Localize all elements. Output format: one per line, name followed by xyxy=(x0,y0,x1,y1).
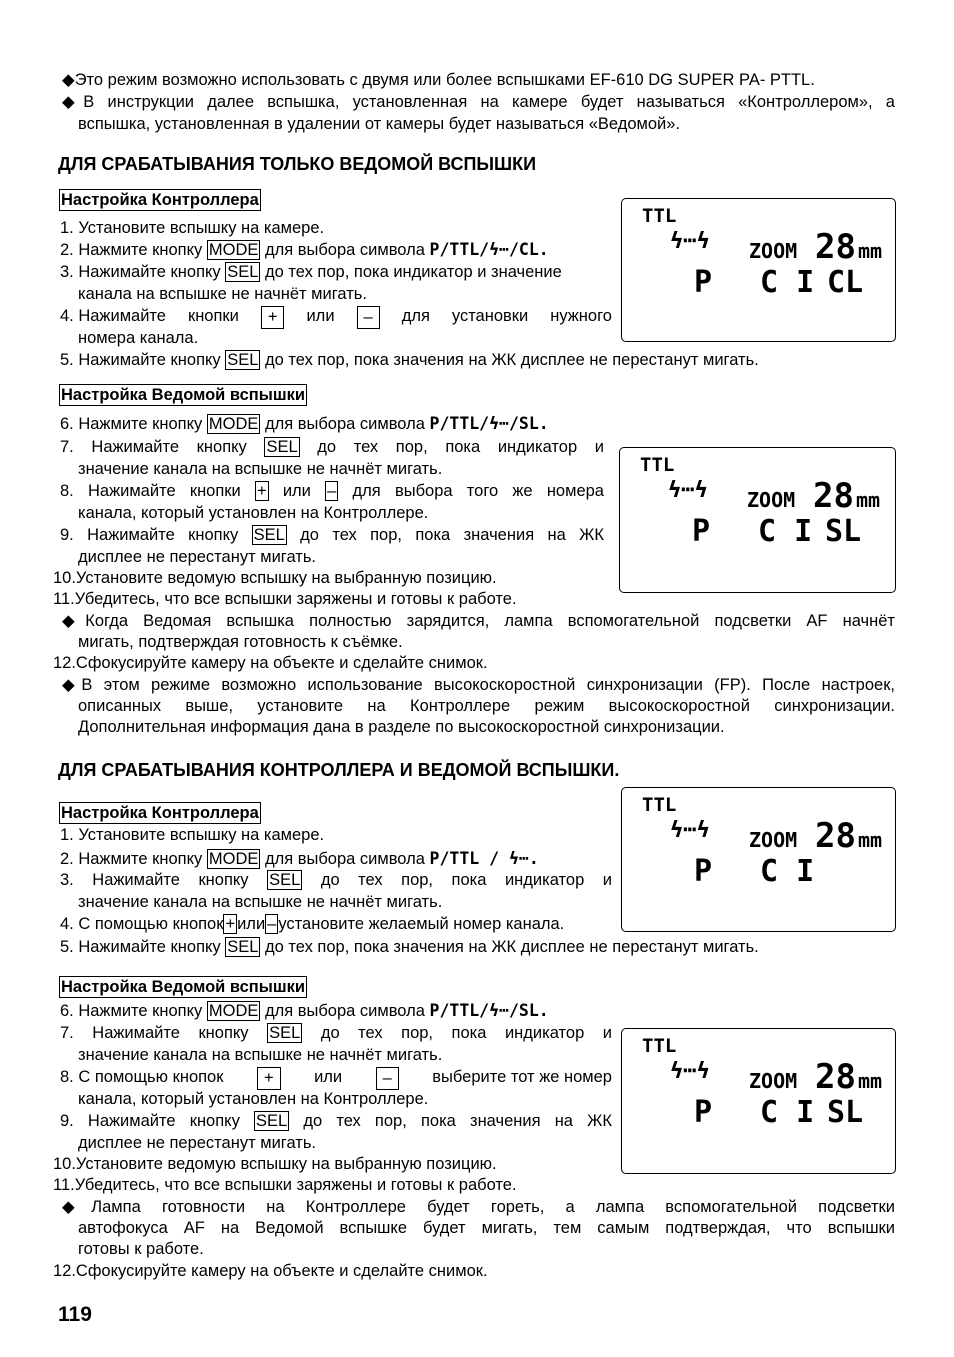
step-9: 9. Нажимайте кнопку SEL до тех пор, пока значения на ЖК xyxy=(60,1112,613,1130)
step-3-cont: значение канала на вспышке не начнёт мигать. xyxy=(78,893,443,911)
flash-wireless-icon: ϟ┅ϟ xyxy=(670,818,710,843)
sel-key: SEL xyxy=(227,938,259,956)
step-1: 1. Установите вспышку на камере. xyxy=(60,826,325,844)
mode-symbol: P/TTL/ϟ┅/CL. xyxy=(429,240,549,259)
step-6: 6. Нажмите кнопку MODE для выбора символа P/TTL/ϟ┅/SL. xyxy=(60,1001,549,1020)
step-9-cont: дисплее не перестанут мигать. xyxy=(78,548,317,566)
plus-key: + xyxy=(261,306,285,329)
lcd-display-controller: TTL ϟ┅ϟ ZOOM 28 mm P C I xyxy=(621,787,896,932)
flash-wireless-icon: ϟ┅ϟ xyxy=(668,478,708,503)
step-4-cont: номера канала. xyxy=(78,329,199,347)
lcd-display-slave-sl: TTL ϟ┅ϟ ZOOM 28 mm P C I SL xyxy=(619,447,896,593)
subheading-controller-setup: Настройка Контроллера xyxy=(61,804,259,822)
minus-key: – xyxy=(357,306,380,329)
step-7-cont: значение канала на вспышке не начнёт мигать. xyxy=(78,1046,443,1064)
sel-key: SEL xyxy=(266,438,298,456)
page-number: 119 xyxy=(58,1303,92,1326)
intro-note-2-cont: вспышка, установленная в удалении от камеры будет называться «Ведомой». xyxy=(78,115,681,133)
mode-symbol: P/TTL/ϟ┅/SL. xyxy=(429,414,549,433)
step-8: 8. С помощью кнопок + или – выберите тот же номер xyxy=(60,1067,612,1090)
section-heading-controller-and-slave: ДЛЯ СРАБАТЫВАНИЯ КОНТРОЛЛЕРА И ВЕДОМОЙ ВСПЫШКИ. xyxy=(58,760,620,780)
note-ready-lamp: ◆Лампа готовности на Контроллере будет гореть, а лампа вспомогательной подсветки xyxy=(62,1198,895,1216)
note-af-lamp-cont: мигать, подтверждая готовность к съёмке. xyxy=(78,633,403,651)
minus-key: – xyxy=(327,482,337,500)
flash-wireless-icon: ϟ┅ϟ xyxy=(670,229,710,254)
step-8-cont: канала, который установлен на Контроллере. xyxy=(78,504,429,522)
note-fp-sync-cont-2: Дополнительная информация дана в разделе по высокоскоростной синхронизации. xyxy=(78,718,725,736)
note-af-lamp: ◆Когда Ведомая вспышка полностью зарядится, лампа вспомогательной подсветки AF начнёт xyxy=(62,612,895,630)
step-10: 10.Установите ведомую вспышку на выбранную позицию. xyxy=(53,569,497,587)
step-8: 8. Нажимайте кнопки + или – для выбора того же номера xyxy=(60,482,604,500)
sel-key: SEL xyxy=(227,263,259,281)
step-4: 4. Нажимайте кнопки + или – для установки нужного xyxy=(60,306,612,329)
mode-key: MODE xyxy=(208,415,259,433)
sel-key: SEL xyxy=(256,1112,288,1130)
step-6: 6. Нажмите кнопку MODE для выбора символа P/TTL/ϟ┅/SL. xyxy=(60,414,549,433)
intro-note-2: ◆В инструкции далее вспышка, установленная на камере будет называться «Контроллером», а xyxy=(62,93,895,111)
lcd-display-slave-sl: TTL ϟ┅ϟ ZOOM 28 mm P C I SL xyxy=(621,1028,896,1174)
sel-key: SEL xyxy=(253,526,285,544)
lcd-display-controller-cl: TTL ϟ┅ϟ ZOOM 28 mm P C I CL xyxy=(621,198,896,342)
section-heading-slave-only: ДЛЯ СРАБАТЫВАНИЯ ТОЛЬКО ВЕДОМОЙ ВСПЫШКИ xyxy=(58,154,537,174)
step-7-cont: значение канала на вспышке не начнёт мигать. xyxy=(78,460,443,478)
minus-key: – xyxy=(267,915,277,933)
plus-key: + xyxy=(225,915,236,933)
step-8-cont: канала, который установлен на Контроллере. xyxy=(78,1090,429,1108)
step-9-cont: дисплее не перестанут мигать. xyxy=(78,1134,317,1152)
note-fp-sync: ◆В этом режиме возможно использование высокоскоростной синхронизации (FP). После настроек, xyxy=(62,676,895,694)
minus-key: – xyxy=(376,1067,399,1090)
note-fp-sync-cont: описанных выше, установите на Контроллере режим высокоскоростной синхронизации. xyxy=(78,697,895,715)
step-11: 11.Убедитесь, что все вспышки заряжены и готовы к работе. xyxy=(53,590,517,608)
step-12: 12.Сфокусируйте камеру на объекте и сделайте снимок. xyxy=(53,1262,488,1280)
subheading-slave-setup: Настройка Ведомой вспышки xyxy=(61,978,306,996)
sel-key: SEL xyxy=(269,1024,301,1042)
step-2: 2. Нажмите кнопку MODE для выбора символа P/TTL / ϟ┅. xyxy=(60,849,539,868)
mode-key: MODE xyxy=(208,241,259,259)
step-3-cont: канала на вспышке не начнёт мигать. xyxy=(78,285,367,303)
step-5: 5. Нажимайте кнопку SEL до тех пор, пока значения на ЖК дисплее не перестанут мигать. xyxy=(60,938,759,956)
flash-wireless-icon: ϟ┅ϟ xyxy=(670,1059,710,1084)
mode-symbol: P/TTL / ϟ┅. xyxy=(429,849,539,868)
step-9: 9. Нажимайте кнопку SEL до тех пор, пока значения на ЖК xyxy=(60,526,604,544)
step-7: 7. Нажимайте кнопку SEL до тех пор, пока индикатор и xyxy=(60,1024,613,1042)
intro-note-1: ◆Это режим возможно использовать с двумя или более вспышками EF-610 DG SUPER PA- PTTL. xyxy=(62,71,815,89)
step-4: 4. С помощью кнопок + или – установите желаемый номер канала. xyxy=(60,915,565,933)
step-3: 3. Нажимайте кнопку SEL до тех пор, пока индикатор и xyxy=(60,871,613,889)
step-7: 7. Нажимайте кнопку SEL до тех пор, пока индикатор и xyxy=(60,438,604,456)
note-ready-lamp-cont-2: готовы к работе. xyxy=(78,1240,204,1258)
step-5: 5. Нажимайте кнопку SEL до тех пор, пока значения на ЖК дисплее не перестанут мигать. xyxy=(60,351,759,369)
step-3: 3. Нажимайте кнопку SEL до тех пор, пока индикатор и значение xyxy=(60,263,562,281)
subheading-controller-setup: Настройка Контроллера xyxy=(61,191,259,209)
sel-key: SEL xyxy=(269,871,301,889)
plus-key: + xyxy=(257,1067,281,1090)
step-11: 11.Убедитесь, что все вспышки заряжены и готовы к работе. xyxy=(53,1176,517,1194)
step-2: 2. Нажмите кнопку MODE для выбора символа P/TTL/ϟ┅/CL. xyxy=(60,240,549,259)
mode-symbol: P/TTL/ϟ┅/SL. xyxy=(429,1001,549,1020)
step-12: 12.Сфокусируйте камеру на объекте и сделайте снимок. xyxy=(53,654,488,672)
note-ready-lamp-cont: автофокуса AF на Ведомой вспышке будет мигать, тем самым подтверждая, что вспышки xyxy=(78,1219,895,1237)
subheading-slave-setup: Настройка Ведомой вспышки xyxy=(61,386,306,404)
mode-key: MODE xyxy=(208,850,259,868)
step-10: 10.Установите ведомую вспышку на выбранную позицию. xyxy=(53,1155,497,1173)
step-1: 1. Установите вспышку на камере. xyxy=(60,219,325,237)
sel-key: SEL xyxy=(227,351,259,369)
mode-key: MODE xyxy=(208,1002,259,1020)
plus-key: + xyxy=(256,482,267,500)
